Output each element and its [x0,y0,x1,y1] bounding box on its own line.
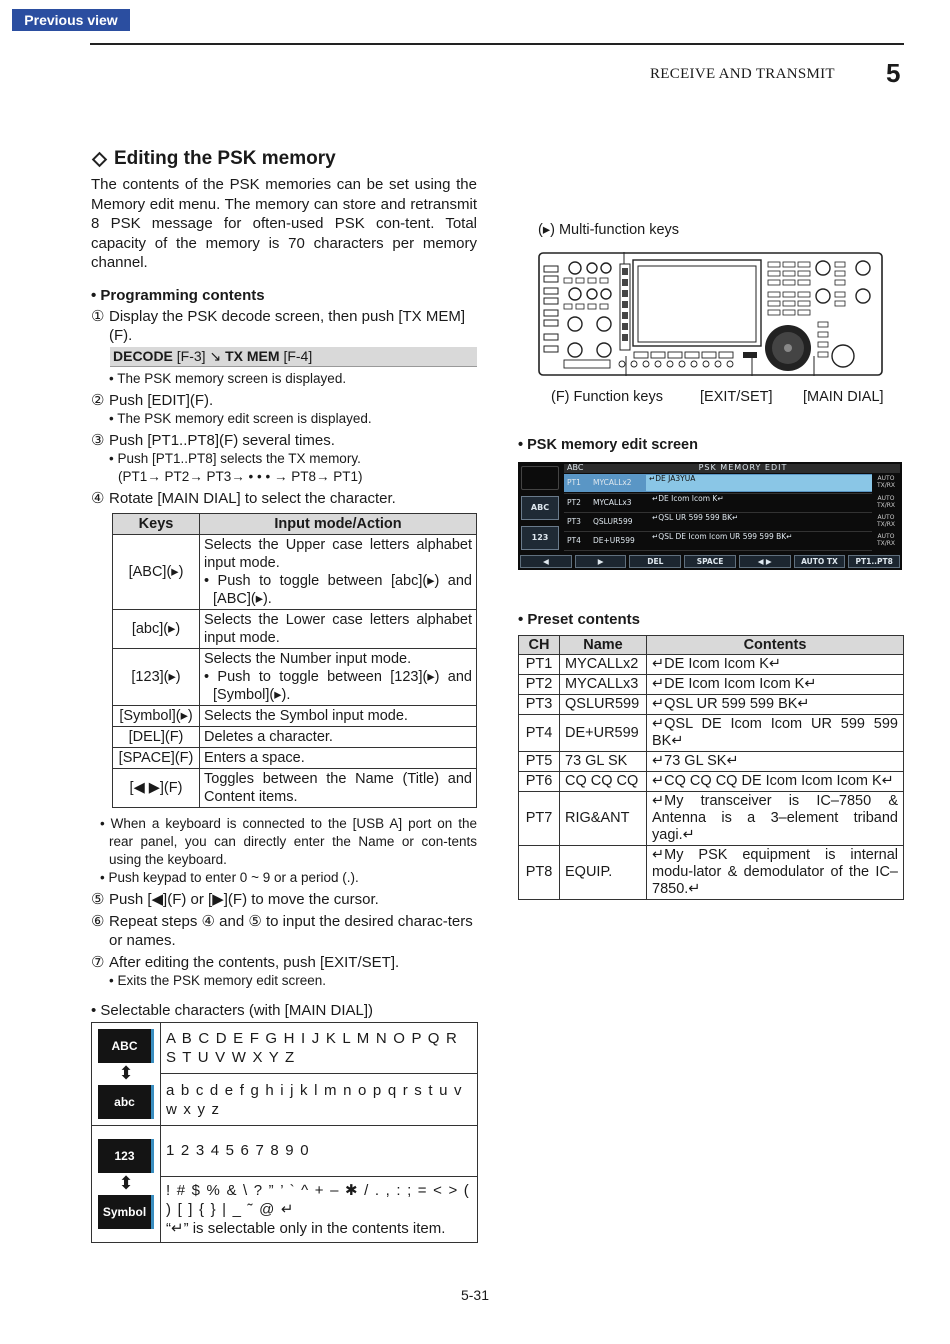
contents-cell: ↵CQ CQ CQ DE Icom Icom Icom K↵ [647,772,904,792]
psk-row-name: MYCALLx3 [593,498,632,507]
cmd-arrow-icon: ↘ [209,347,222,364]
ch-cell: PT4 [519,715,560,752]
step-6 [91,912,477,950]
contents-cell: ↵QSL DE Icom Icom UR 599 599 BK↵ [647,715,904,752]
cmd-decode: DECODE [113,347,173,364]
psk-row-content: ↵QSL DE Icom Icom UR 599 599 BK↵ [652,532,793,541]
fkey-left[interactable]: ◀ [520,555,572,568]
contents-cell: ↵73 GL SK↵ [647,752,904,772]
key-cell: [ABC](▸) [113,534,200,609]
label-multi-function-keys: (▸) Multi-function keys [538,222,680,238]
action-cell: Toggles between the Name (Title) and Content items. [200,768,477,807]
fkey-pt1-pt8[interactable]: PT1..PT8 [848,555,900,568]
action-bullet: • Push to toggle between [abc](▸) and [ABC](▸). [204,572,472,607]
psk-row-mode: AUTO TX/RX [876,533,896,547]
psk-row-ch: PT2 [567,498,581,507]
screen-mode: ABC [567,463,584,472]
alpha-badges [92,1022,161,1125]
psk-row-content: ↵QSL UR 599 599 BK↵ [652,513,739,522]
ch-cell: PT5 [519,752,560,772]
table-row [519,846,904,900]
psk-row-ch: PT3 [567,517,581,526]
page-number: 5-31 [460,1287,490,1303]
psk-row-mode: AUTO TX/RX [876,495,896,509]
psk-row-name: DE+UR599 [593,536,635,545]
cmd-f3: [F-3] [176,347,206,364]
step-number: ⑤ [91,890,105,908]
table-row [113,726,477,747]
preset-table [518,635,904,900]
table-row [519,792,904,846]
contents-cell: ↵DE Icom Icom K↵ [647,655,904,675]
step-text: Display the PSK decode screen, then push [TX MEM](F). [109,307,466,344]
key-cell: [◀ ▶](F) [113,768,200,807]
header-contents: Contents [647,636,904,655]
contents-cell: ↵My transceiver is IC–7850 & Antenna is a 3–element triband yagi.↵ [647,792,904,846]
side-key-123[interactable]: 123 [521,526,559,550]
step-3-note: • Push [PT1..PT8] selects the TX memory. [109,450,361,466]
psk-row-mode: AUTO TX/RX [876,475,896,489]
label-exit-set: [EXIT/SET] [700,389,773,405]
screen-title: PSK MEMORY EDIT [698,463,788,472]
action-text: Selects the Number input mode. [204,650,412,667]
fkey-left-right[interactable]: ◀ ▶ [739,555,791,568]
cmd-txmem: TX MEM [225,347,280,364]
header-keys: Keys [113,513,200,534]
psk-screen-heading: • PSK memory edit screen [518,437,698,453]
step-number: ① [91,307,105,325]
name-cell: QSLUR599 [560,695,647,715]
key-cell: [abc](▸) [113,609,200,648]
number-chars: 1 2 3 4 5 6 7 8 9 0 [161,1125,478,1176]
section-intro: The contents of the PSK memories can be set using the Memory edit menu. The memory can store and retransmit 8 PSK message for often-used PSK con-tent. Total capacity of the memory is 70 characters per memory channel. [91,176,477,272]
symbol-badge: Symbol [98,1195,154,1229]
contents-cell: ↵My PSK equipment is internal modu-lator & demodulator of the IC–7850.↵ [647,846,904,900]
action-bullet: • Push to toggle between [123](▸) and [Symbol](▸). [204,668,472,703]
action-cell [200,648,477,705]
name-cell: MYCALLx2 [560,655,647,675]
step-7-note: • Exits the PSK memory edit screen. [109,972,327,988]
name-cell: CQ CQ CQ [560,772,647,792]
step-2 [91,391,477,410]
table-row [113,705,477,726]
transceiver-front-panel [538,252,883,376]
name-cell: MYCALLx3 [560,675,647,695]
name-cell: 73 GL SK [560,752,647,772]
psk-row-content: ↵DE Icom Icom K↵ [652,494,724,503]
table-row [519,715,904,752]
upper-chars: A B C D E F G H I J K L M N O P Q R S T U V W X Y Z [161,1022,478,1074]
table-row [519,695,904,715]
step-number: ④ [91,489,105,507]
action-cell: Enters a space. [200,747,477,768]
action-cell: Selects the Lower case letters alphabet input mode. [200,609,477,648]
table-header-row [519,636,904,655]
ch-cell: PT2 [519,675,560,695]
preset-heading: • Preset contents [518,611,640,628]
diamond-icon [92,151,108,167]
ch-cell: PT8 [519,846,560,900]
psk-row-mode: AUTO TX/RX [876,514,896,528]
return-note: “↵” is selectable only in the contents item. [166,1219,446,1237]
key-cell: [SPACE](F) [113,747,200,768]
step-number: ② [91,391,105,409]
psk-row-name: MYCALLx2 [593,478,632,487]
keys-table [112,513,477,808]
key-cell: [DEL](F) [113,726,200,747]
key-cell: [123](▸) [113,648,200,705]
contents-cell: ↵DE Icom Icom Icom K↵ [647,675,904,695]
selectable-table [91,1022,478,1243]
ch-cell: PT7 [519,792,560,846]
abc-lower-badge: abc [98,1085,154,1119]
step-1-note: • The PSK memory screen is displayed. [109,370,347,386]
table-row [113,747,477,768]
step-2-note: • The PSK memory edit screen is displayed. [109,410,372,426]
lower-chars: a b c d e f g h i j k l m n o p q r s t u v w x y z [161,1074,478,1126]
command-bar [110,347,477,367]
fkey-auto-tx[interactable]: AUTO TX [794,555,846,568]
step-1 [91,307,477,345]
header-ch: CH [519,636,560,655]
selectable-heading: • Selectable characters (with [MAIN DIAL]) [91,1001,374,1019]
step-text: Repeat steps ④ and ⑤ to input the desired charac-ters or names. [109,912,473,949]
num-badges [92,1125,161,1242]
step-3-sequence: (PT1→ PT2→ PT3→ • • • → PT8→ PT1) [118,468,363,484]
ch-cell: PT6 [519,772,560,792]
step-text: After editing the contents, push [EXIT/SET]. [109,953,400,971]
previous-view-button[interactable]: Previous view [12,9,130,31]
section-title-text: Editing the PSK memory [114,148,336,169]
programming-heading: • Programming contents [91,286,265,304]
step-7 [91,953,477,972]
action-text: Selects the Upper case letters alphabet input mode. [204,536,472,571]
left-column [91,148,477,1243]
header-name: Name [560,636,647,655]
table-row [113,648,477,705]
table-row [92,1022,478,1074]
abc-badge: ABC [98,1029,154,1063]
label-function-keys: (F) Function keys [551,389,663,405]
name-cell: EQUIP. [560,846,647,900]
psk-memory-edit-screen [518,462,902,570]
psk-row-ch: PT1 [567,478,581,487]
table-header-row [113,513,477,534]
psk-row-content: ↵DE JA3YUA [649,474,696,483]
label-main-dial: [MAIN DIAL] [803,389,884,405]
contents-cell: ↵QSL UR 599 599 BK↵ [647,695,904,715]
step-number: ③ [91,431,105,449]
step-text: Push [◀](F) or [▶](F) to move the cursor. [109,890,379,908]
table-row [113,768,477,807]
notes [91,815,477,887]
header-rule [90,43,904,45]
chapter-number: 5 [886,58,901,88]
note-keyboard: • When a keyboard is connected to the [USB A] port on the rear panel, you can directly enter the Name or con-tents using the keyboard. [100,815,477,867]
psk-function-key-row [520,555,900,568]
step-text: Rotate [MAIN DIAL] to select the character. [109,489,396,507]
fkey-space[interactable]: SPACE [684,555,736,568]
step-5 [91,890,477,909]
step-3 [91,431,477,450]
ch-cell: PT3 [519,695,560,715]
fkey-del[interactable]: DEL [629,555,681,568]
psk-row-name: QSLUR599 [593,517,633,526]
table-row [113,534,477,609]
table-row [519,752,904,772]
cmd-f4: [F-4] [283,347,313,364]
symbol-chars: ! # $ % & \ ? ” ’ ` ^ + – ✱ / . , : ; = < > ( ) [ ] { } | _ ˜ @ ↵ [166,1181,470,1218]
action-cell: Selects the Symbol input mode. [200,705,477,726]
action-cell [200,534,477,609]
step-number: ⑥ [91,912,105,930]
table-row [92,1125,478,1176]
table-row [113,609,477,648]
symbol-cell [161,1176,478,1242]
step-text: Push [EDIT](F). [109,391,214,409]
key-cell: [Symbol](▸) [113,705,200,726]
123-badge: 123 [98,1139,154,1173]
chapter-title: RECEIVE AND TRANSMIT [650,66,835,82]
ch-cell: PT1 [519,655,560,675]
name-cell: RIG&ANT [560,792,647,846]
step-number: ⑦ [91,953,105,971]
step-text: Push [PT1..PT8](F) several times. [109,431,335,449]
note-keypad: • Push keypad to enter 0 ~ 9 or a period (.). [100,869,359,885]
name-cell: DE+UR599 [560,715,647,752]
step-4 [91,489,477,508]
section-title [91,148,477,170]
table-row [519,772,904,792]
table-row [519,675,904,695]
header-action: Input mode/Action [200,513,477,534]
fkey-right[interactable]: ▶ [575,555,627,568]
up-down-arrow-icon: ⬍ [118,1172,134,1193]
table-row [519,655,904,675]
side-key-abc[interactable]: ABC [521,496,559,520]
up-down-arrow-icon: ⬍ [118,1062,134,1083]
psk-row-ch: PT4 [567,536,581,545]
action-cell: Deletes a character. [200,726,477,747]
